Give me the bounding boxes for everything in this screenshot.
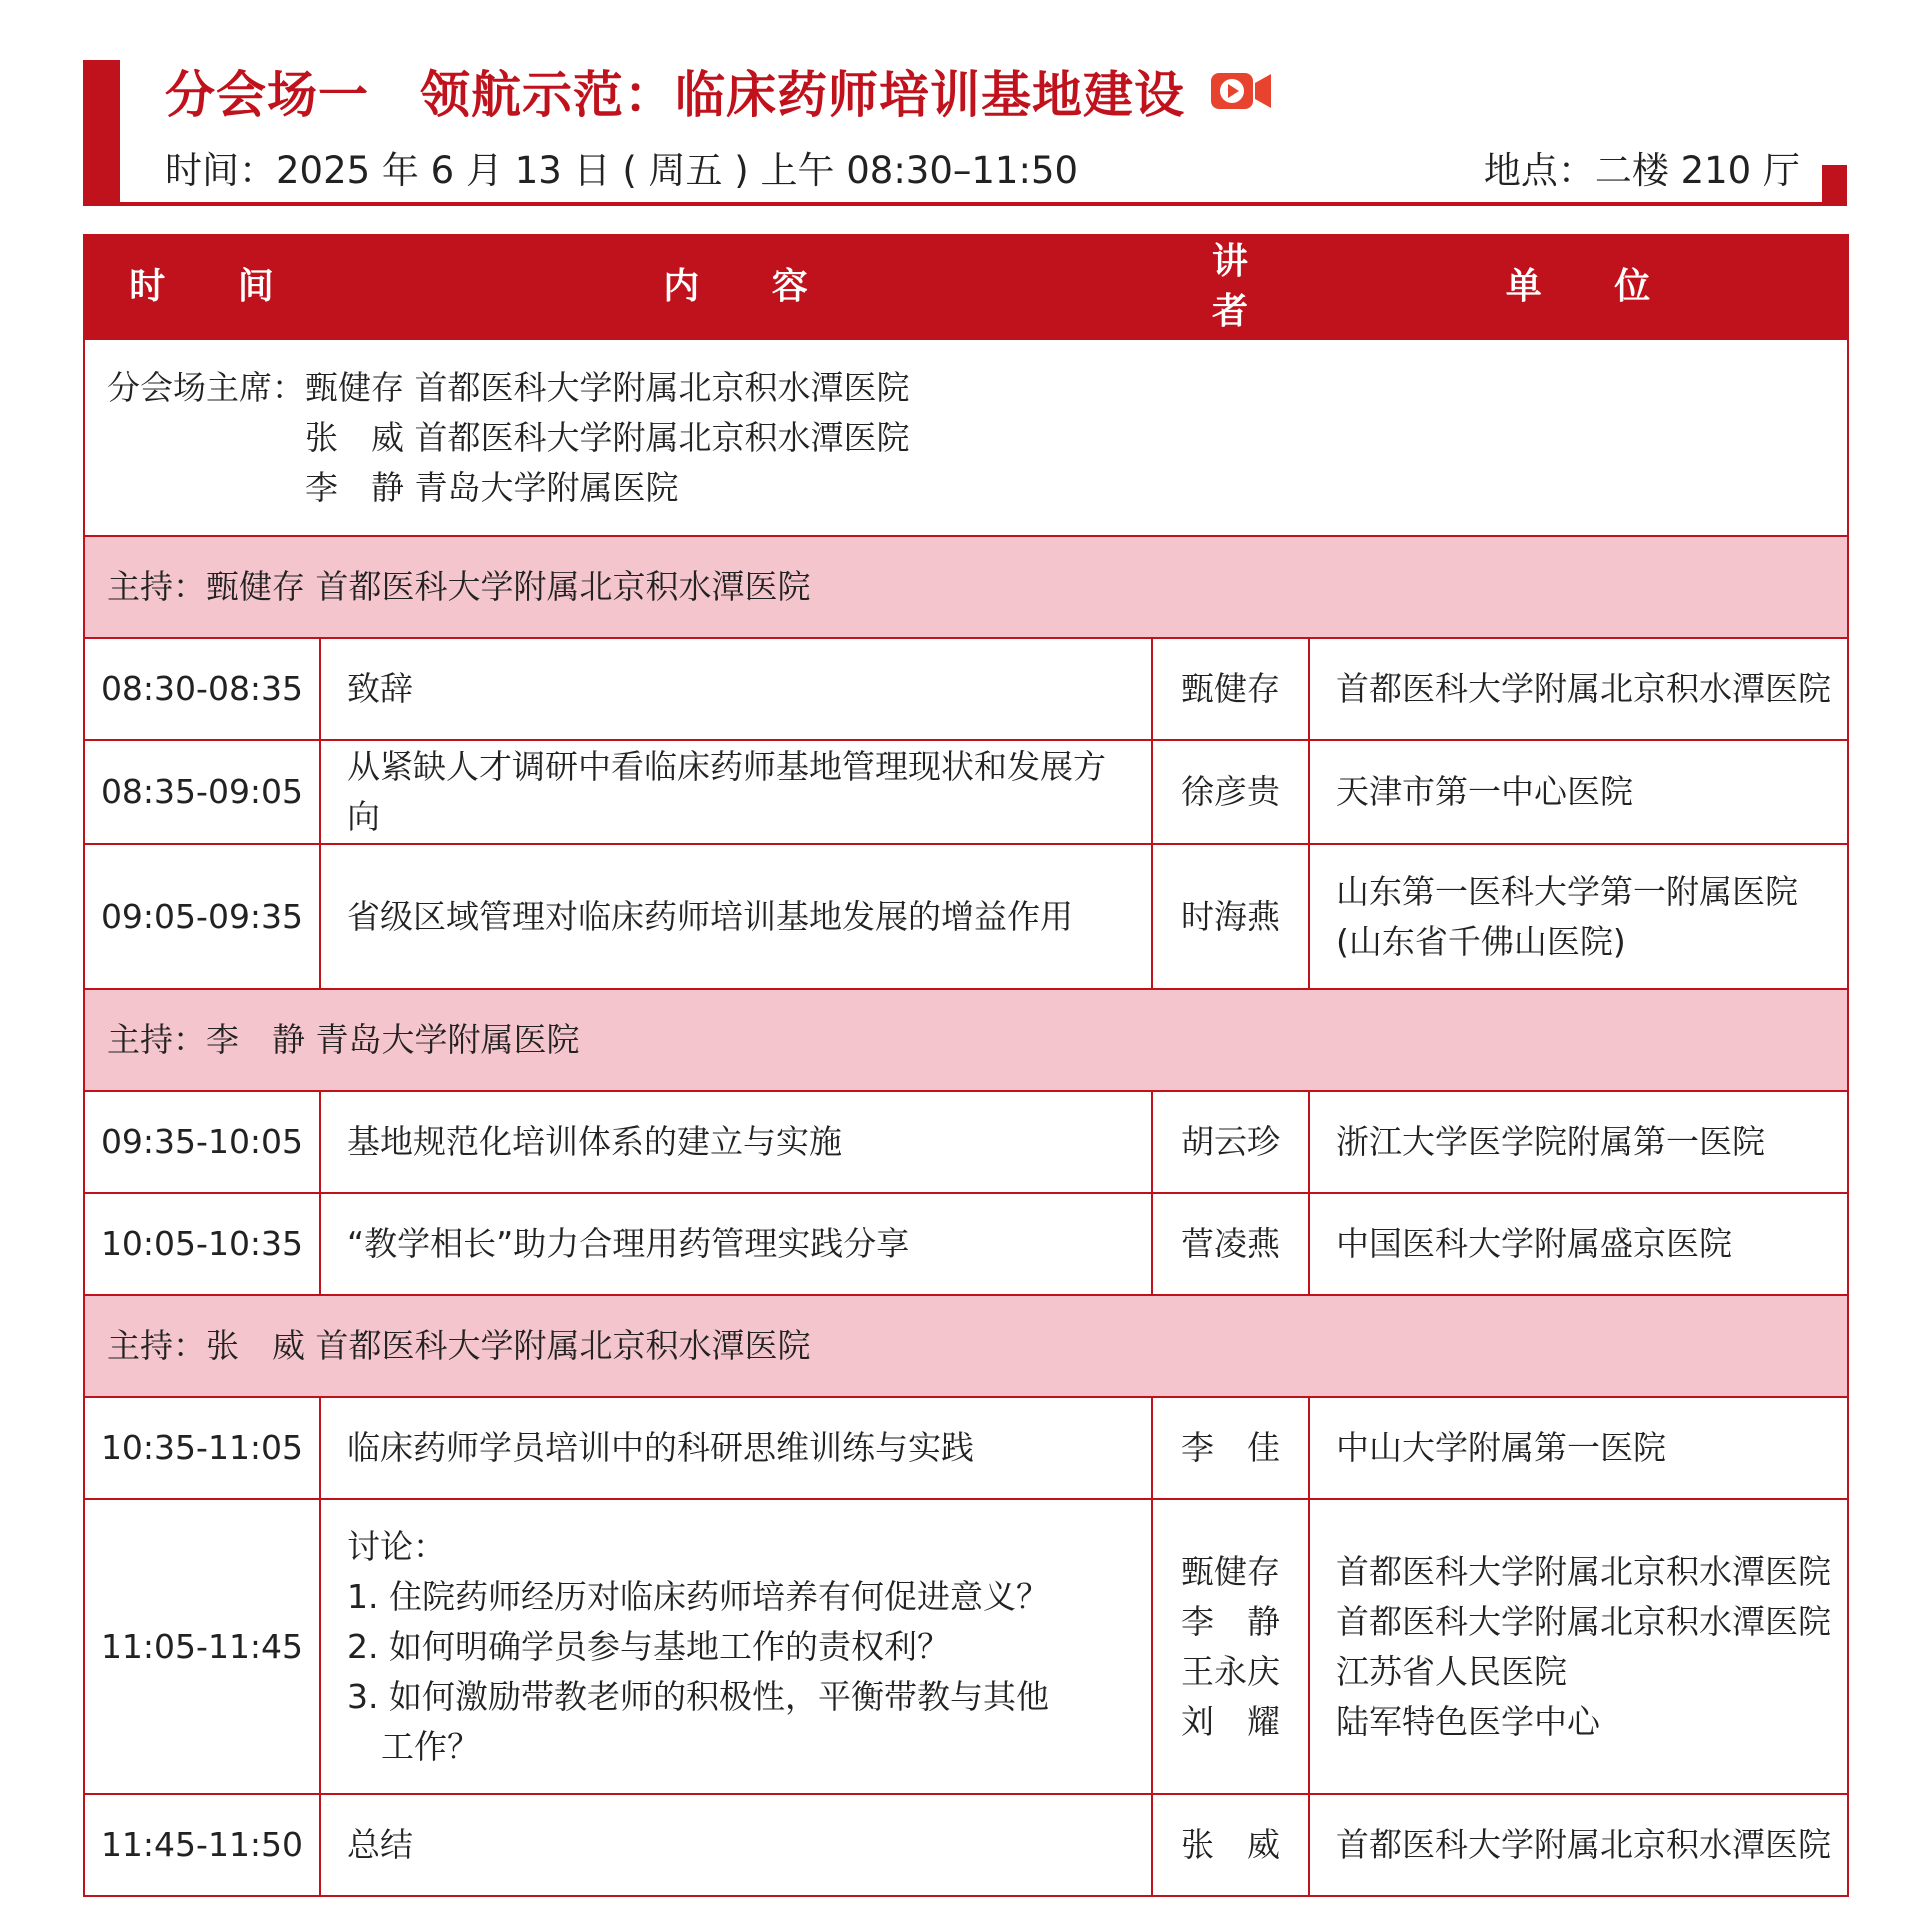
- chair-person: 甄健存 首都医科大学附属北京积水潭医院: [305, 367, 910, 407]
- row-content: 临床药师学员培训中的科研思维训练与实践: [320, 1397, 1152, 1499]
- row-content: 总结: [320, 1794, 1152, 1896]
- header-accent-block: [1822, 165, 1847, 205]
- row-speaker: 菅凌燕: [1152, 1193, 1309, 1295]
- discussion-question: 3. 如何激励带教老师的积极性，平衡带教与其他: [347, 1676, 1049, 1716]
- row-content: 从紧缺人才调研中看临床药师基地管理现状和发展方向: [320, 740, 1152, 844]
- row-unit: 首都医科大学附属北京积水潭医院: [1309, 1794, 1848, 1896]
- chair-label: 分会场主席：: [107, 367, 305, 407]
- row-speaker: 李 佳: [1152, 1397, 1309, 1499]
- table-row: [84, 1193, 1848, 1295]
- row-time: 11:05-11:45: [84, 1499, 320, 1794]
- row-speaker: 张 威: [1152, 1794, 1309, 1896]
- discussion-speakers: [1152, 1499, 1309, 1794]
- row-unit: 陆军特色医学中心: [1336, 1701, 1600, 1741]
- header-time: 时 间: [84, 235, 320, 339]
- host-row: [84, 536, 1848, 638]
- chair-row: [84, 339, 1848, 536]
- discussion-question: 1. 住院药师经历对临床药师培养有何促进意义？: [347, 1576, 1049, 1616]
- row-unit: 首都医科大学附属北京积水潭医院: [1336, 1601, 1831, 1641]
- row-speaker: 甄健存: [1152, 638, 1309, 740]
- row-time: 09:35-10:05: [84, 1091, 320, 1193]
- table-row: [84, 638, 1848, 740]
- row-content: 基地规范化培训体系的建立与实施: [320, 1091, 1152, 1193]
- table-row: [84, 1397, 1848, 1499]
- video-camera-icon: [1211, 70, 1271, 112]
- header-accent-bar: [83, 60, 120, 206]
- row-time: 11:45-11:50: [84, 1794, 320, 1896]
- agenda-table: [83, 234, 1849, 1897]
- table-row: [84, 1794, 1848, 1896]
- header-speaker: 讲 者: [1152, 235, 1309, 339]
- title-row: [165, 56, 1271, 126]
- row-unit: 天津市第一中心医院: [1309, 740, 1848, 844]
- row-speaker: 刘 耀: [1181, 1701, 1280, 1741]
- row-content: 省级区域管理对临床药师培训基地发展的增益作用: [320, 844, 1152, 989]
- row-content: 致辞: [320, 638, 1152, 740]
- row-unit: 浙江大学医学院附属第一医院: [1309, 1091, 1848, 1193]
- discussion-question: 2. 如何明确学员参与基地工作的责权利？: [347, 1626, 950, 1666]
- discussion-question: 工作？: [381, 1726, 480, 1766]
- table-header-row: [84, 235, 1848, 339]
- header-unit: 单 位: [1309, 235, 1848, 339]
- session-location: 地点：二楼 210 厅: [1483, 149, 1800, 192]
- page-title: 分会场一 领航示范：临床药师培训基地建设: [165, 66, 1185, 124]
- table-row: [84, 1091, 1848, 1193]
- page-header: [0, 0, 1920, 210]
- row-speaker: 胡云珍: [1152, 1091, 1309, 1193]
- discussion-heading: 讨论：: [347, 1526, 446, 1566]
- row-content: “教学相长”助力合理用药管理实践分享: [320, 1193, 1152, 1295]
- row-unit: [1309, 844, 1848, 989]
- row-speaker: 时海燕: [1152, 844, 1309, 989]
- row-speaker: 徐彦贵: [1152, 740, 1309, 844]
- row-unit: 首都医科大学附属北京积水潭医院: [1336, 1551, 1831, 1591]
- host-text: 主持：李 静 青岛大学附属医院: [84, 989, 1848, 1091]
- row-time: 10:35-11:05: [84, 1397, 320, 1499]
- unit-line: (山东省千佛山医院): [1336, 921, 1626, 961]
- host-text: 主持：张 威 首都医科大学附属北京积水潭医院: [84, 1295, 1848, 1397]
- table-row: [84, 740, 1848, 844]
- row-time: 08:30-08:35: [84, 638, 320, 740]
- chair-person: 李 静 青岛大学附属医院: [305, 467, 679, 507]
- row-time: 08:35-09:05: [84, 740, 320, 844]
- unit-line: 山东第一医科大学第一附属医院: [1336, 871, 1798, 911]
- host-row: [84, 989, 1848, 1091]
- row-time: 10:05-10:35: [84, 1193, 320, 1295]
- row-time: 09:05-09:35: [84, 844, 320, 989]
- table-row: [84, 844, 1848, 989]
- row-speaker: 甄健存: [1181, 1551, 1280, 1591]
- discussion-units: [1309, 1499, 1848, 1794]
- row-speaker: 王永庆: [1181, 1651, 1280, 1691]
- host-row: [84, 1295, 1848, 1397]
- host-text: 主持：甄健存 首都医科大学附属北京积水潭医院: [84, 536, 1848, 638]
- row-speaker: 李 静: [1181, 1601, 1280, 1641]
- header-divider: [83, 202, 1847, 206]
- session-time: 时间：2025 年 6 月 13 日 ( 周五 ) 上午 08:30–11:50: [165, 149, 1079, 192]
- row-unit: 中国医科大学附属盛京医院: [1309, 1193, 1848, 1295]
- chair-person: 张 威 首都医科大学附属北京积水潭医院: [305, 417, 910, 457]
- row-unit: 首都医科大学附属北京积水潭医院: [1309, 638, 1848, 740]
- discussion-content: [320, 1499, 1152, 1794]
- header-content: 内 容: [320, 235, 1152, 339]
- discussion-row: [84, 1499, 1848, 1794]
- chair-list: [305, 363, 910, 513]
- row-unit: 中山大学附属第一医院: [1309, 1397, 1848, 1499]
- row-unit: 江苏省人民医院: [1336, 1651, 1567, 1691]
